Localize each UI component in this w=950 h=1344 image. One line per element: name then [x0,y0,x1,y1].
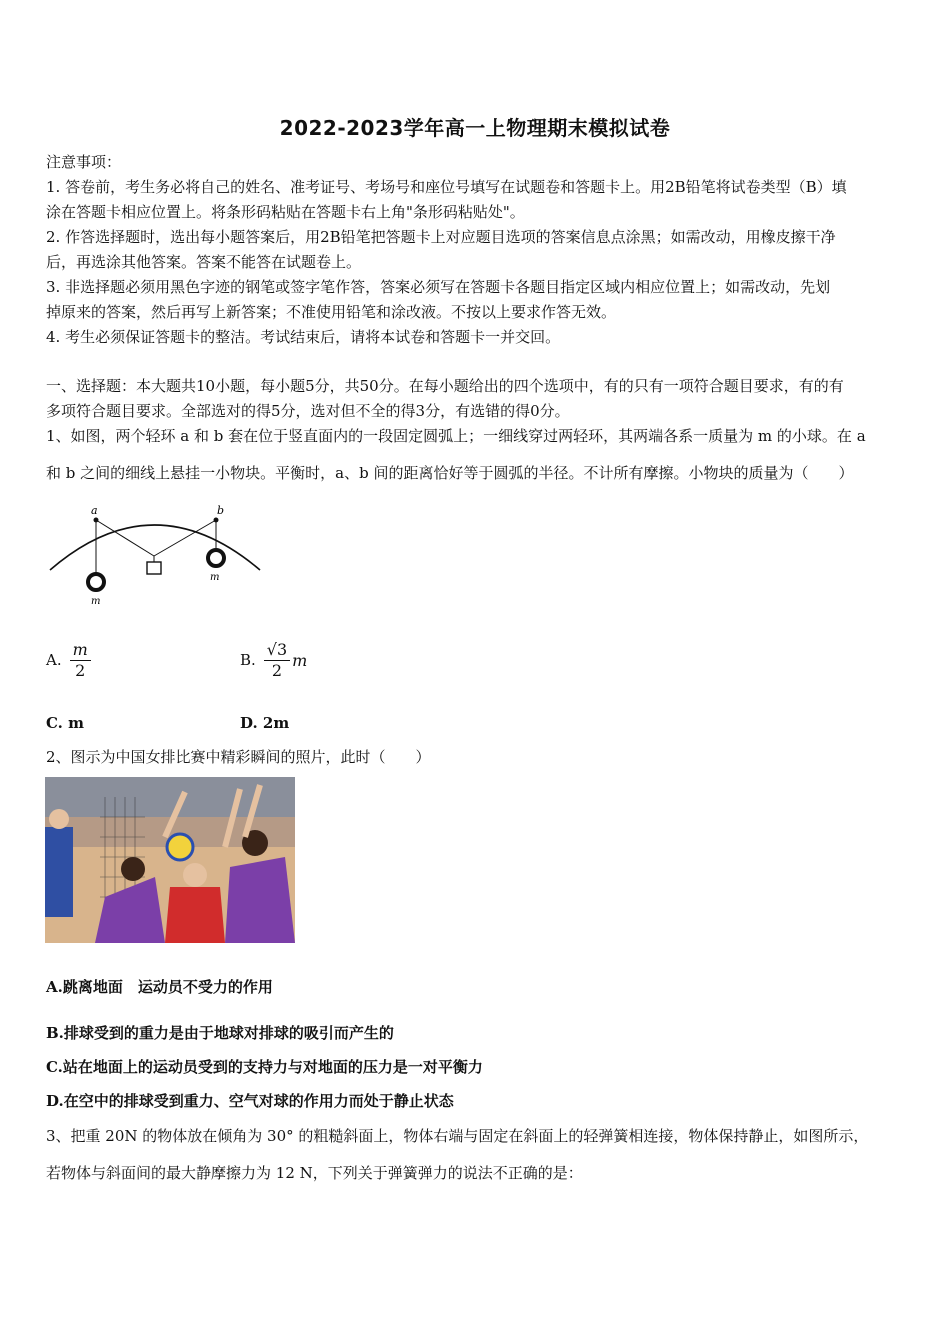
q2-option-c: C.站在地面上的运动员受到的支持力与对地面的压力是一对平衡力 [46,1058,483,1076]
notice-line: 3. 非选择题必须用黑色字迹的钢笔或签字笔作答，答案必须写在答题卡各题目指定区域内相应位置上；如需改动，先划 [46,278,831,296]
q1-option-d: D. 2m [240,714,290,732]
q2-option-a: A.跳离地面 运动员不受力的作用 [46,978,273,996]
q1-option-b [240,636,307,684]
option-suffix: m [292,650,308,670]
notice-heading: 注意事项： [46,153,122,171]
page-title: 2022-2023学年高一上物理期末模拟试卷 [279,116,671,140]
q1-stem-line: 1、如图，两个轻环 a 和 b 套在位于竖直面内的一段固定圆弧上；一细线穿过两轻环，其两端各系一质量为 m 的小球。在 a [46,427,866,445]
fraction [264,640,290,681]
section-heading-line: 一、选择题：本大题共10小题，每小题5分，共50分。在每小题给出的四个选项中，有的只有一项符合题目要求，有的有 [46,377,844,395]
q2-option-b: B.排球受到的重力是由于地球对排球的吸引而产生的 [46,1024,394,1042]
label-m-right: m [210,572,220,583]
denominator: 2 [75,660,86,680]
q1-arc-figure [44,500,266,612]
fraction [70,640,91,681]
q2-stem: 2、图示为中国女排比赛中精彩瞬间的照片，此时（ ） [46,748,431,766]
q3-stem-line: 若物体与斜面间的最大静摩擦力为 12 N，下列关于弹簧弹力的说法不正确的是： [46,1164,583,1182]
notice-line: 1. 答卷前，考生务必将自己的姓名、准考证号、考场号和座位号填写在试题卷和答题卡上。用2B铅笔将试卷类型（B）填 [46,178,847,196]
notice-line: 2. 作答选择题时，选出每小题答案后，用2B铅笔把答题卡上对应题目选项的答案信息点涂黑；如需改动，用橡皮擦干净 [46,228,836,246]
notice-line: 涂在答题卡相应位置上。将条形码粘贴在答题卡右上角"条形码粘贴处"。 [46,203,525,221]
label-b: b [217,504,225,517]
ball-left [88,574,104,590]
numerator: m [70,640,91,661]
notice-line: 掉原来的答案，然后再写上新答案；不准使用铅笔和涂改液。不按以上要求作答无效。 [46,303,617,321]
option-label: A. [46,651,62,669]
label-a: a [91,504,98,517]
notice-line: 后，再选涂其他答案。答案不能答在试题卷上。 [46,253,362,271]
small-block [147,562,161,574]
q1-stem-line: 和 b 之间的细线上悬挂一小物块。平衡时，a、b 间的距离恰好等于圆弧的半径。不计所有摩擦。小物块的质量为（ ） [46,464,854,482]
option-label: B. [240,651,256,669]
section-heading-line: 多项符合题目要求。全部选对的得5分，选对但不全的得3分，有选错的得0分。 [46,402,570,420]
volleyball-photo [45,777,295,943]
numerator: √3 [264,640,290,661]
ball-right [208,550,224,566]
label-m-left: m [91,596,101,607]
denominator: 2 [271,660,283,680]
q1-option-c: C. m [46,714,84,732]
q2-option-d: D.在空中的排球受到重力、空气对球的作用力而处于静止状态 [46,1092,454,1110]
q3-stem-line: 3、把重 20N 的物体放在倾角为 30° 的粗糙斜面上，物体右端与固定在斜面上的轻弹簧相连接，物体保持静止，如图所示， [46,1127,869,1145]
notice-line: 4. 考生必须保证答题卡的整洁。考试结束后，请将本试卷和答题卡一并交回。 [46,328,561,346]
q1-option-a [46,636,91,684]
